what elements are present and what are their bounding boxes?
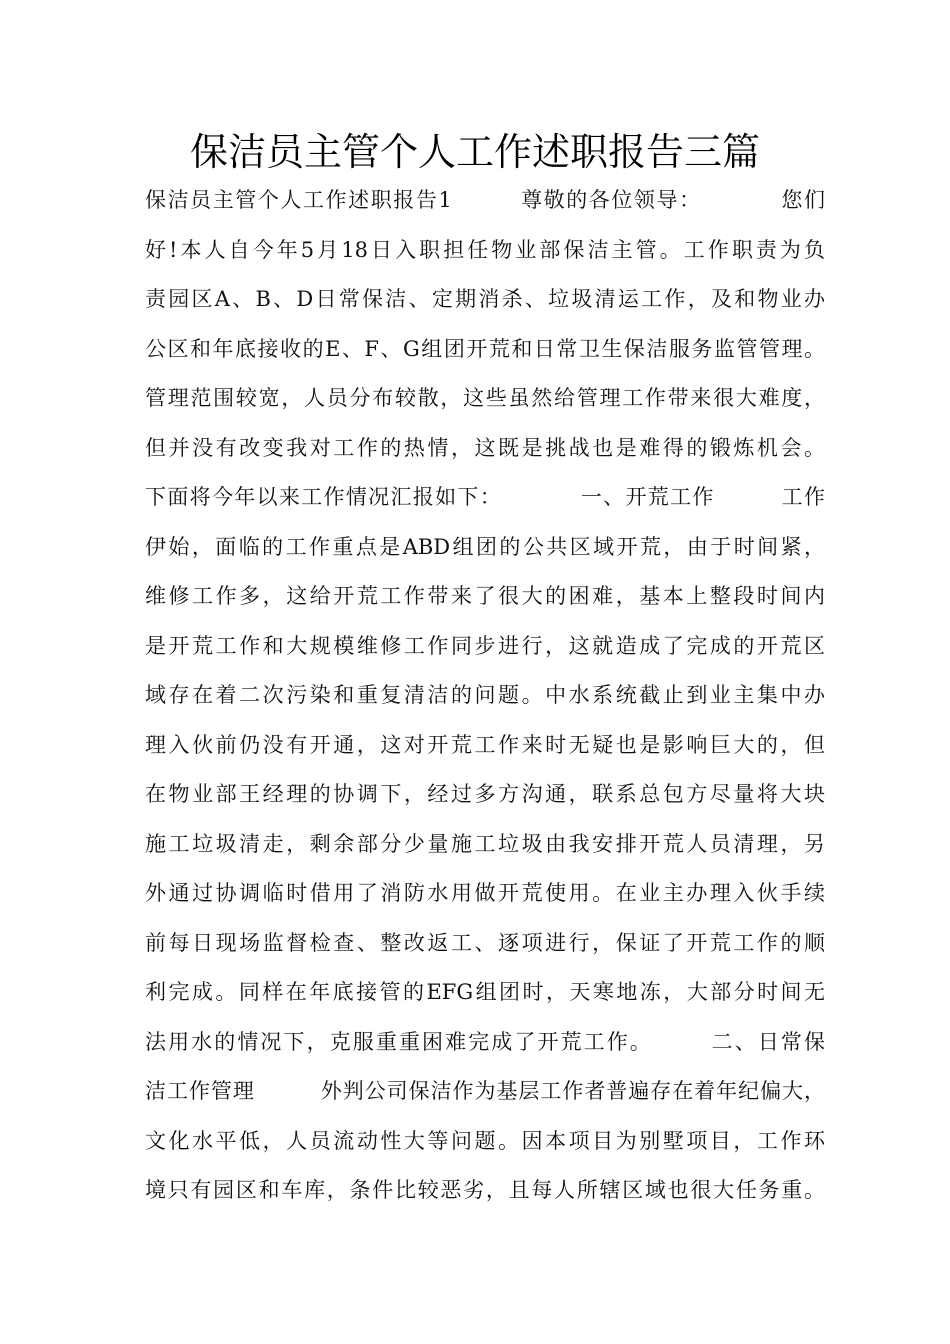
body-line: 责园区A、B、D日常保洁、定期消杀、垃圾清运工作，及和物业办	[145, 287, 825, 311]
body-line: 维修工作多，这给开荒工作带来了很大的困难，基本上整段时间内	[145, 584, 825, 608]
body-line: 下面将今年以来工作情况汇报如下： 一、开荒工作 工作	[145, 485, 825, 509]
body-line: 外通过协调临时借用了消防水用做开荒使用。在业主办理入伙手续	[145, 881, 825, 905]
body-line: 管理范围较宽，人员分布较散，这些虽然给管理工作带来很大难度，	[145, 386, 825, 410]
document-title: 保洁员主管个人工作述职报告三篇	[189, 130, 760, 174]
body-line: 施工垃圾清走，剩余部分少量施工垃圾由我安排开荒人员清理，另	[145, 831, 825, 856]
body-line: 利完成。同样在年底接管的EFG组团时，天寒地冻，大部分时间无	[145, 980, 825, 1004]
document-body	[145, 176, 825, 1216]
body-line: 保洁员主管个人工作述职报告1 尊敬的各位领导： 您们	[145, 188, 825, 212]
body-line: 文化水平低，人员流动性大等问题。因本项目为别墅项目，工作环	[145, 1128, 825, 1153]
body-line: 公区和年底接收的E、F、G组团开荒和日常卫生保洁服务监管管理。	[145, 336, 825, 361]
body-line: 但并没有改变我对工作的热情，这既是挑战也是难得的锻炼机会。	[145, 435, 825, 460]
body-line: 前每日现场监督检查、整改返工、逐项进行，保证了开荒工作的顺	[145, 930, 825, 955]
body-line: 境只有园区和车库，条件比较恶劣，且每人所辖区域也很大任务重。	[145, 1178, 825, 1202]
body-line: 在物业部王经理的协调下，经过多方沟通，联系总包方尽量将大块	[145, 782, 825, 806]
body-line: 域存在着二次污染和重复清洁的问题。中水系统截止到业主集中办	[145, 683, 825, 707]
body-line: 是开荒工作和大规模维修工作同步进行，这就造成了完成的开荒区	[145, 633, 825, 658]
body-line: 好!本人自今年5月18日入职担任物业部保洁主管。工作职责为负	[145, 237, 825, 262]
body-line: 法用水的情况下，克服重重困难完成了开荒工作。 二、日常保	[145, 1029, 825, 1054]
body-line: 洁工作管理 外判公司保洁作为基层工作者普遍存在着年纪偏大，	[145, 1079, 825, 1103]
body-line: 伊始，面临的工作重点是ABD组团的公共区域开荒，由于时间紧，	[145, 534, 825, 559]
body-line: 理入伙前仍没有开通，这对开荒工作来时无疑也是影响巨大的，但	[145, 732, 825, 757]
